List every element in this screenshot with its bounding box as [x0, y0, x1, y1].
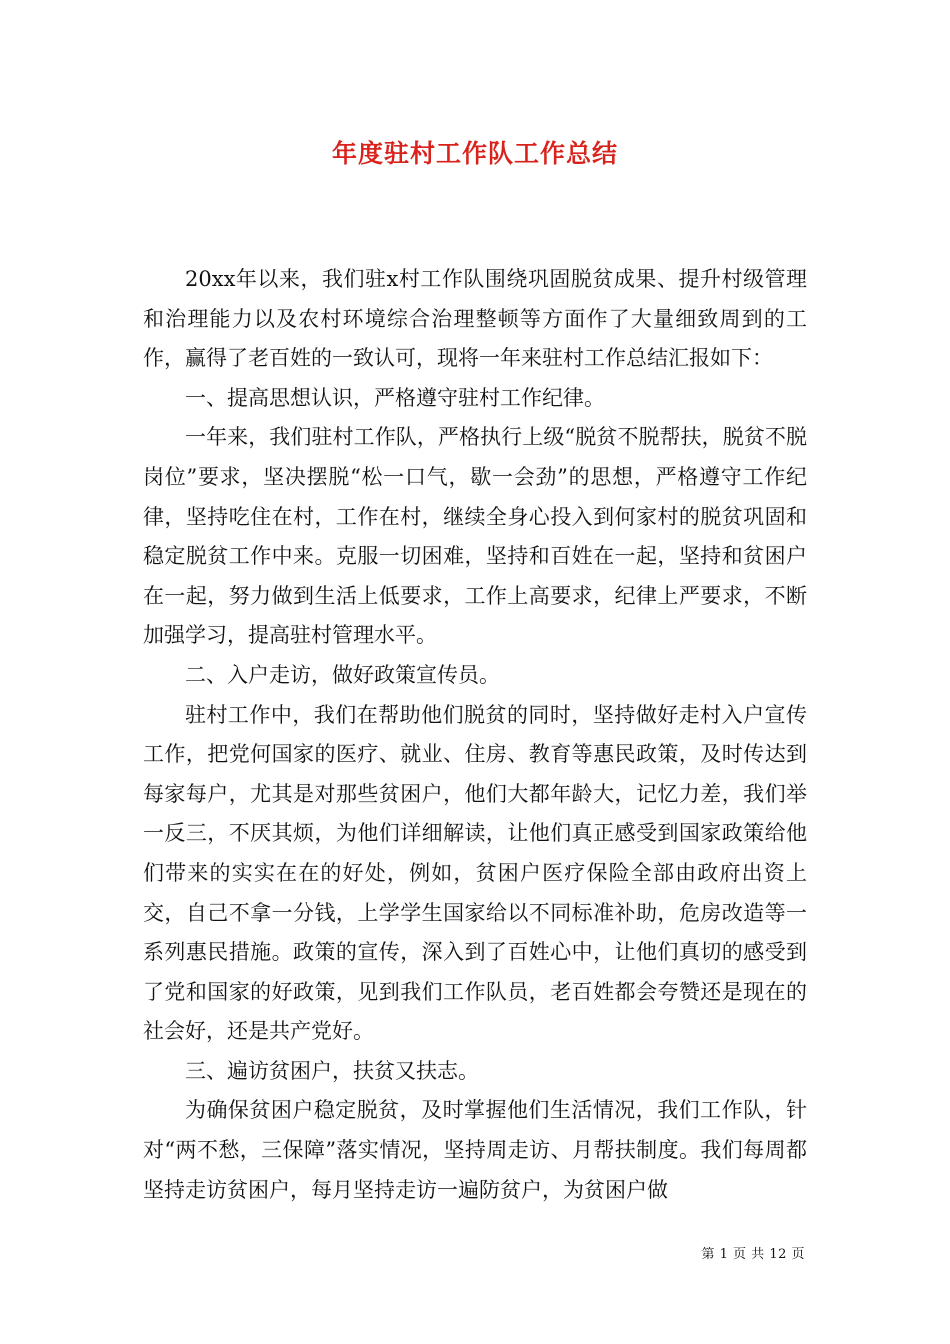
section-heading-2: 二、入户走访，做好政策宣传员。 [185, 662, 500, 687]
page-number-footer: 第 1 页 共 12 页 [701, 1247, 805, 1262]
section-heading-3: 三、遍访贫困户，扶贫又扶志。 [185, 1058, 479, 1083]
paragraph-intro: 20xx年以来，我们驻x村工作队围绕巩固脱贫成果、提升村级管理和治理能力以及农村环境综合治理整顿等方面作了大量细致周到的工作，赢得了老百姓的一致认可，现将一年来驻村工作总结汇报如下： [143, 267, 807, 371]
paragraph-section-3: 为确保贫困户稳定脱贫，及时掌握他们生活情况，我们工作队，针对“两不愁，三保障”落实情况，坚持周走访、月帮扶制度。我们每周都坚持走访贫困户，每月坚持走访一遍防贫户，为贫困户做 [143, 1098, 807, 1202]
document-title: 年度驻村工作队工作总结 [331, 139, 618, 168]
section-heading-1: 一、提高思想认识，严格遵守驻村工作纪律。 [185, 385, 605, 410]
paragraph-section-1: 一年来，我们驻村工作队，严格执行上级“脱贫不脱帮扶，脱贫不脱岗位”要求，坚决摆脱“松一口气，歇一会劲”的思想，严格遵守工作纪律，坚持吃住在村，工作在村，继续全身心投入到何家村的脱贫巩固和稳定脱贫工作中来。克服一切困难，坚持和百姓在一起，坚持和贫困户在一起，努力做到生活上低要求，工作上高要求，纪律上严要求，不断加强学习，提高驻村管理水平。 [143, 425, 807, 648]
document-body [143, 260, 807, 1210]
paragraph-section-2: 驻村工作中，我们在帮助他们脱贫的同时，坚持做好走村入户宣传工作，把党何国家的医疗、就业、住房、教育等惠民政策，及时传达到每家每户，尤其是对那些贫困户，他们大都年龄大，记忆力差，我们举一反三，不厌其烦，为他们详细解读，让他们真正感受到国家政策给他们带来的实实在在的好处，例如，贫困户医疗保险全部由政府出资上交，自己不拿一分钱，上学学生国家给以不同标准补助，危房改造等一系列惠民措施。政策的宣传，深入到了百姓心中，让他们真切的感受到了党和国家的好政策，见到我们工作队员，老百姓都会夸赞还是现在的社会好，还是共产党好。 [143, 702, 807, 1044]
